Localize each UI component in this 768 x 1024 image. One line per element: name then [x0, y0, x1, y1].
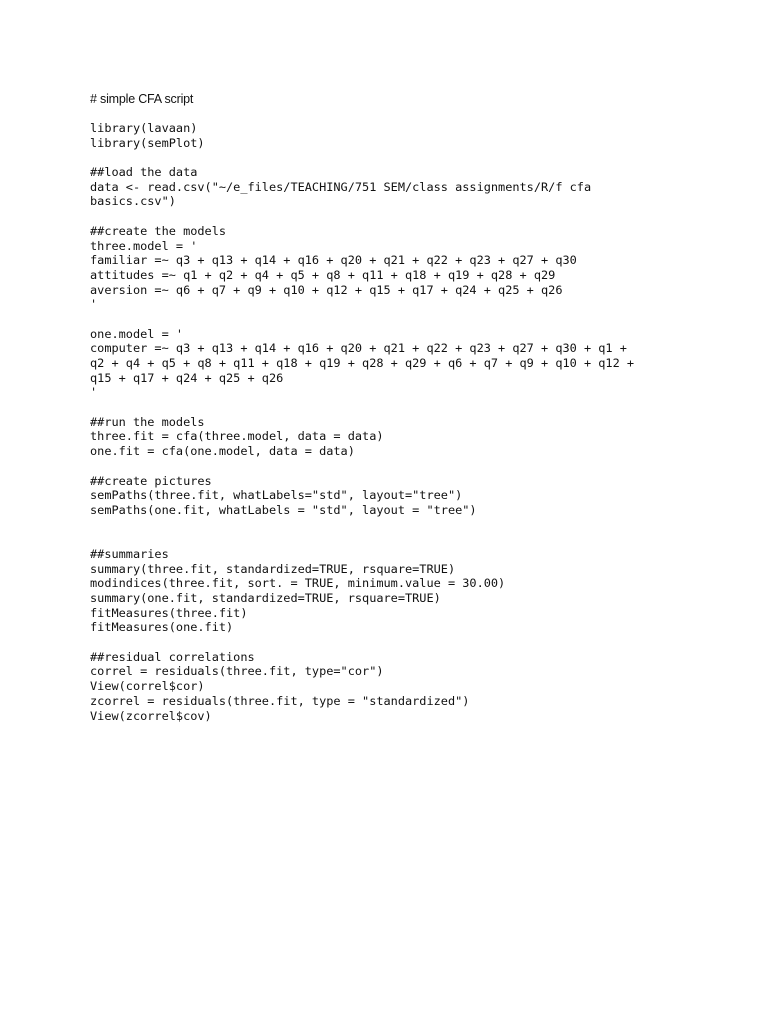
code-line: summary(three.fit, standardized=TRUE, rsquare=TRUE) [90, 561, 456, 576]
code-line: ##residual correlations [90, 649, 255, 664]
code-line: ##create pictures [90, 473, 212, 488]
code-line: summary(one.fit, standardized=TRUE, rsquare=TRUE) [90, 591, 441, 605]
blank-line [90, 532, 634, 547]
code-line: modindices(three.fit, sort. = TRUE, minimum.value = 30.00) [90, 576, 506, 591]
code-line: zcorrel = residuals(three.fit, type = "standardized") [90, 693, 470, 708]
blank-line [90, 312, 634, 327]
code-line: ' [90, 297, 98, 312]
code-line: basics.csv") [90, 194, 176, 209]
code-line: semPaths(three.fit, whatLabels="std", layout="tree") [90, 488, 463, 503]
code-line: q2 + q4 + q5 + q8 + q11 + q18 + q19 + q28 + q29 + q6 + q7 + q9 + q10 + q12 + [90, 356, 635, 370]
code-line: aversion =~ q6 + q7 + q9 + q10 + q12 + q15 + q17 + q24 + q25 + q26 [90, 282, 563, 297]
code-line: ' [90, 385, 98, 400]
code-line: fitMeasures(one.fit) [90, 620, 234, 635]
code-line: one.fit = cfa(one.model, data = data) [90, 444, 355, 459]
code-line: ##summaries [90, 546, 169, 561]
code-line: ##create the models [90, 223, 227, 238]
code-line: one.model = ' [90, 326, 184, 341]
blank-line [90, 459, 634, 474]
code-line: ##load the data [90, 165, 198, 180]
code-block [90, 121, 634, 723]
code-line: data <- read.csv("~/e_files/TEACHING/751 SEM/class assignments/R/f cfa [90, 179, 592, 194]
blank-line [90, 635, 634, 650]
blank-line [90, 518, 634, 533]
code-line: library(lavaan) [90, 121, 198, 135]
blank-line [90, 209, 634, 224]
code-line: computer =~ q3 + q13 + q14 + q16 + q20 + q21 + q22 + q23 + q27 + q30 + q1 + [90, 341, 627, 356]
code-line: View(correl$cor) [90, 679, 205, 694]
code-line: semPaths(one.fit, whatLabels = "std", layout = "tree") [90, 502, 477, 517]
code-line: correl = residuals(three.fit, type="cor") [90, 664, 384, 679]
code-line: ##run the models [90, 414, 205, 429]
code-line: three.model = ' [90, 238, 198, 253]
script-heading: # simple CFA script [90, 92, 194, 106]
code-line: q15 + q17 + q24 + q25 + q26 [90, 370, 284, 385]
code-line: View(zcorrel$cov) [90, 708, 212, 723]
code-line: three.fit = cfa(three.model, data = data) [90, 429, 384, 444]
code-line: fitMeasures(three.fit) [90, 605, 248, 620]
code-line: library(semPlot) [90, 135, 205, 150]
code-line: attitudes =~ q1 + q2 + q4 + q5 + q8 + q11 + q18 + q19 + q28 + q29 [90, 267, 556, 282]
blank-line [90, 150, 634, 165]
blank-line [90, 400, 634, 415]
code-line: familiar =~ q3 + q13 + q14 + q16 + q20 + q21 + q22 + q23 + q27 + q30 [90, 253, 577, 268]
